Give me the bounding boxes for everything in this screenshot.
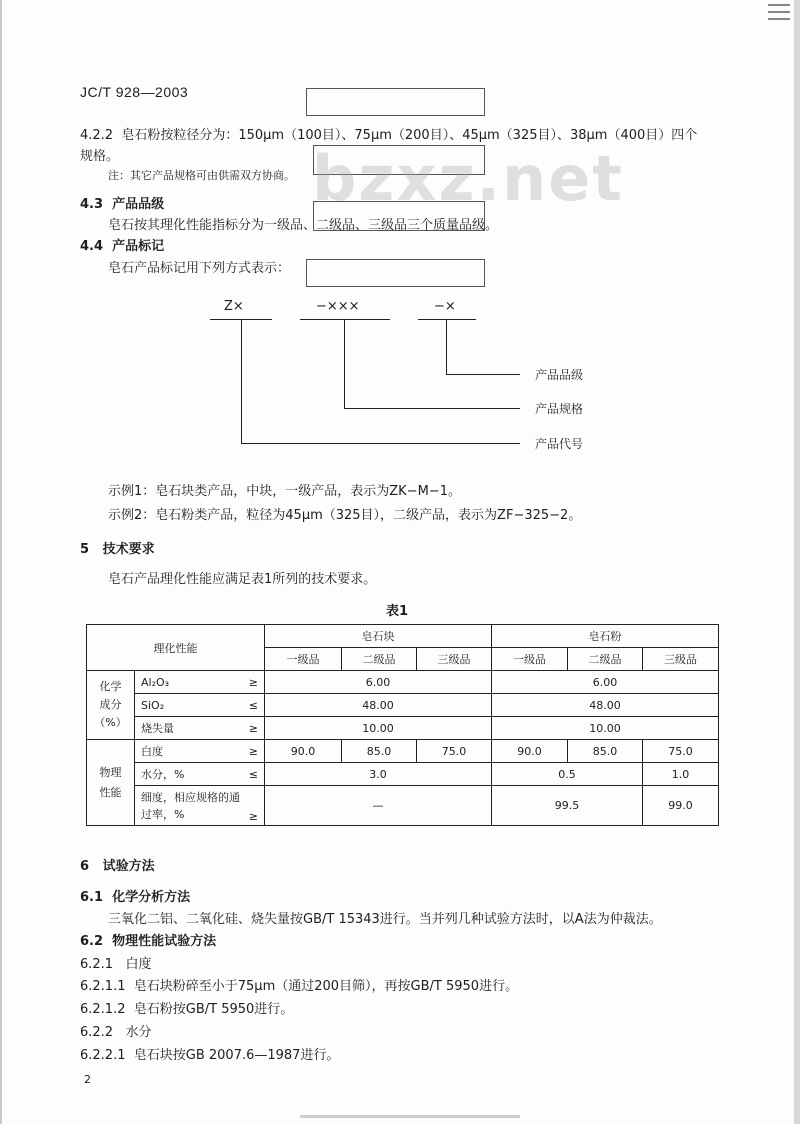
code-segment-grade: −×: [434, 299, 456, 314]
redaction-box: [306, 259, 485, 287]
row-label: 烧失量: [141, 722, 174, 735]
row-label: 细度，相应规格的通过率，%: [141, 790, 240, 821]
table-cell: 0.5: [492, 763, 643, 786]
header-cell: 一级品: [265, 648, 342, 671]
section-title: 白度: [125, 957, 152, 972]
table-row: [87, 786, 719, 826]
table-cell: 85.0: [342, 740, 417, 763]
row-label-cell: [135, 694, 265, 717]
table-cell: 6.00: [492, 671, 719, 694]
leader-line: [241, 443, 520, 444]
table-cell: 75.0: [417, 740, 492, 763]
section-6-2-1-1: [80, 975, 518, 994]
table-cell: —: [265, 786, 492, 826]
table-cell: 48.00: [265, 694, 492, 717]
leader-line: [446, 374, 520, 375]
section-number: 6.2.2.1: [80, 1048, 126, 1063]
section-number: 4.3: [80, 197, 104, 212]
label-spec: 产品规格: [535, 402, 584, 416]
row-label-cell: [135, 671, 265, 694]
underline: [300, 319, 390, 320]
table-cell: 99.5: [492, 786, 643, 826]
header-cell: 一级品: [492, 648, 568, 671]
table-row: [87, 694, 719, 717]
section-title: 水分: [125, 1025, 152, 1040]
section-title: 试验方法: [102, 859, 155, 874]
table-row: [87, 717, 719, 740]
table-cell: 10.00: [492, 717, 719, 740]
section-number: 4.2.2: [80, 128, 114, 143]
header-cell: 理化性能: [87, 625, 265, 671]
leader-line: [241, 320, 242, 444]
section-6-2-heading: [80, 930, 216, 949]
group-label: 化学 成分 （%）: [87, 671, 135, 740]
comparator-symbol: ≥: [248, 809, 258, 823]
standard-code: JC/T 928—2003: [80, 84, 189, 100]
section-6-2-1-2: [80, 998, 293, 1017]
scan-edge-bottom: [300, 1115, 520, 1118]
table-cell: 1.0: [643, 763, 719, 786]
paragraph-text: 皂石块粉碎至小于75μm（通过200目筛），再按GB/T 5950进行。: [133, 979, 519, 994]
paragraph-continuation: 规格。: [80, 149, 120, 164]
section-title: 物理性能试验方法: [112, 934, 217, 949]
comparator-symbol: ≤: [248, 767, 258, 781]
section-title: 产品标记: [112, 239, 165, 254]
section-6-heading: [80, 855, 155, 874]
leader-line: [344, 320, 345, 409]
section-5-heading: [80, 538, 155, 557]
table-cell: 85.0: [568, 740, 643, 763]
section-4-3-heading: [80, 193, 164, 212]
example-2: 示例2：皂石粉类产品，粒径为45μm（325目），二级产品，表示为ZF−325−2。: [108, 508, 582, 523]
header-cell: 二级品: [568, 648, 643, 671]
section-6-2-2-heading: [80, 1021, 152, 1040]
paragraph-text: 皂石产品理化性能应满足表1所列的技术要求。: [108, 572, 377, 587]
leader-line: [344, 408, 520, 409]
row-label: Al₂O₃: [141, 675, 170, 689]
section-number: 6.2.1.1: [80, 979, 126, 994]
example-1: 示例1：皂石块类产品，中块，一级产品，表示为ZK−M−1。: [108, 484, 461, 499]
watermark-text: bzxz.net: [312, 142, 624, 215]
group-label: 物理 性能: [87, 740, 135, 826]
scan-edge-left: [0, 0, 2, 1124]
corner-mark: [768, 4, 790, 25]
paragraph-text: 皂石按其理化性能指标分为一级品、二级品、三级品三个质量品级。: [108, 218, 499, 233]
label-grade: 产品品级: [535, 368, 584, 382]
row-label-cell: [135, 717, 265, 740]
section-number: 6.2.1: [80, 957, 114, 972]
table-row: [87, 671, 719, 694]
section-number: 6: [80, 859, 90, 874]
spec-table: [86, 624, 719, 826]
table-cell: 10.00: [265, 717, 492, 740]
section-number: 4.4: [80, 239, 104, 254]
leader-line: [446, 320, 447, 375]
section-number: 5: [80, 542, 90, 557]
header-cell: 二级品: [342, 648, 417, 671]
code-segment-spec: −×××: [316, 299, 360, 314]
paragraph-text: 皂石粉按GB/T 5950进行。: [133, 1002, 294, 1017]
row-label-cell: [135, 786, 265, 826]
redaction-box: [306, 88, 485, 116]
section-4-2-2: [80, 124, 697, 143]
page-number: 2: [84, 1073, 91, 1086]
comparator-symbol: ≤: [248, 698, 258, 712]
underline: [418, 319, 476, 320]
row-label-cell: [135, 740, 265, 763]
section-number: 6.1: [80, 890, 104, 905]
table-caption: 表1: [386, 604, 409, 619]
section-number: 6.2.2: [80, 1025, 114, 1040]
section-6-2-1-heading: [80, 953, 152, 972]
table-cell: 99.0: [643, 786, 719, 826]
table-cell: 6.00: [265, 671, 492, 694]
paragraph-text: 皂石块按GB 2007.6—1987进行。: [133, 1048, 340, 1063]
table-cell: 3.0: [265, 763, 492, 786]
section-number: 6.2.1.2: [80, 1002, 126, 1017]
scan-edge-right: [794, 0, 800, 1124]
section-6-2-2-1: [80, 1044, 339, 1063]
header-cell: 皂石粉: [492, 625, 719, 648]
row-label: 水分，%: [141, 768, 185, 781]
section-title: 产品品级: [112, 197, 165, 212]
section-6-1-heading: [80, 886, 190, 905]
comparator-symbol: ≥: [248, 675, 258, 689]
comparator-symbol: ≥: [248, 721, 258, 735]
section-number: 6.2: [80, 934, 104, 949]
paragraph-text: 皂石粉按粒径分为：150μm（100目）、75μm（200目）、45μm（325目）、38μm（400目）四个: [121, 128, 698, 143]
paragraph-text: 皂石产品标记用下列方式表示：: [108, 261, 291, 276]
table-cell: 48.00: [492, 694, 719, 717]
section-title: 化学分析方法: [112, 890, 191, 905]
header-cell: 三级品: [643, 648, 719, 671]
note-text: 注：其它产品规格可由供需双方协商。: [108, 169, 295, 182]
table-cell: 75.0: [643, 740, 719, 763]
section-4-4-heading: [80, 235, 164, 254]
table-cell: 90.0: [265, 740, 342, 763]
paragraph-text: 三氧化二铝、二氧化硅、烧失量按GB/T 15343进行。当并列几种试验方法时，以A法为仲裁法。: [108, 912, 662, 927]
section-title: 技术要求: [102, 542, 155, 557]
row-label: 白度: [141, 745, 163, 758]
header-cell: 三级品: [417, 648, 492, 671]
table-row: [87, 740, 719, 763]
row-label: SiO₂: [141, 698, 165, 712]
table-cell: 90.0: [492, 740, 568, 763]
label-code: 产品代号: [535, 437, 584, 451]
table-row: [87, 763, 719, 786]
table-header-row: [87, 625, 719, 648]
header-cell: 皂石块: [265, 625, 492, 648]
code-segment-product: Z×: [224, 299, 244, 314]
row-label-cell: [135, 763, 265, 786]
comparator-symbol: ≥: [248, 744, 258, 758]
